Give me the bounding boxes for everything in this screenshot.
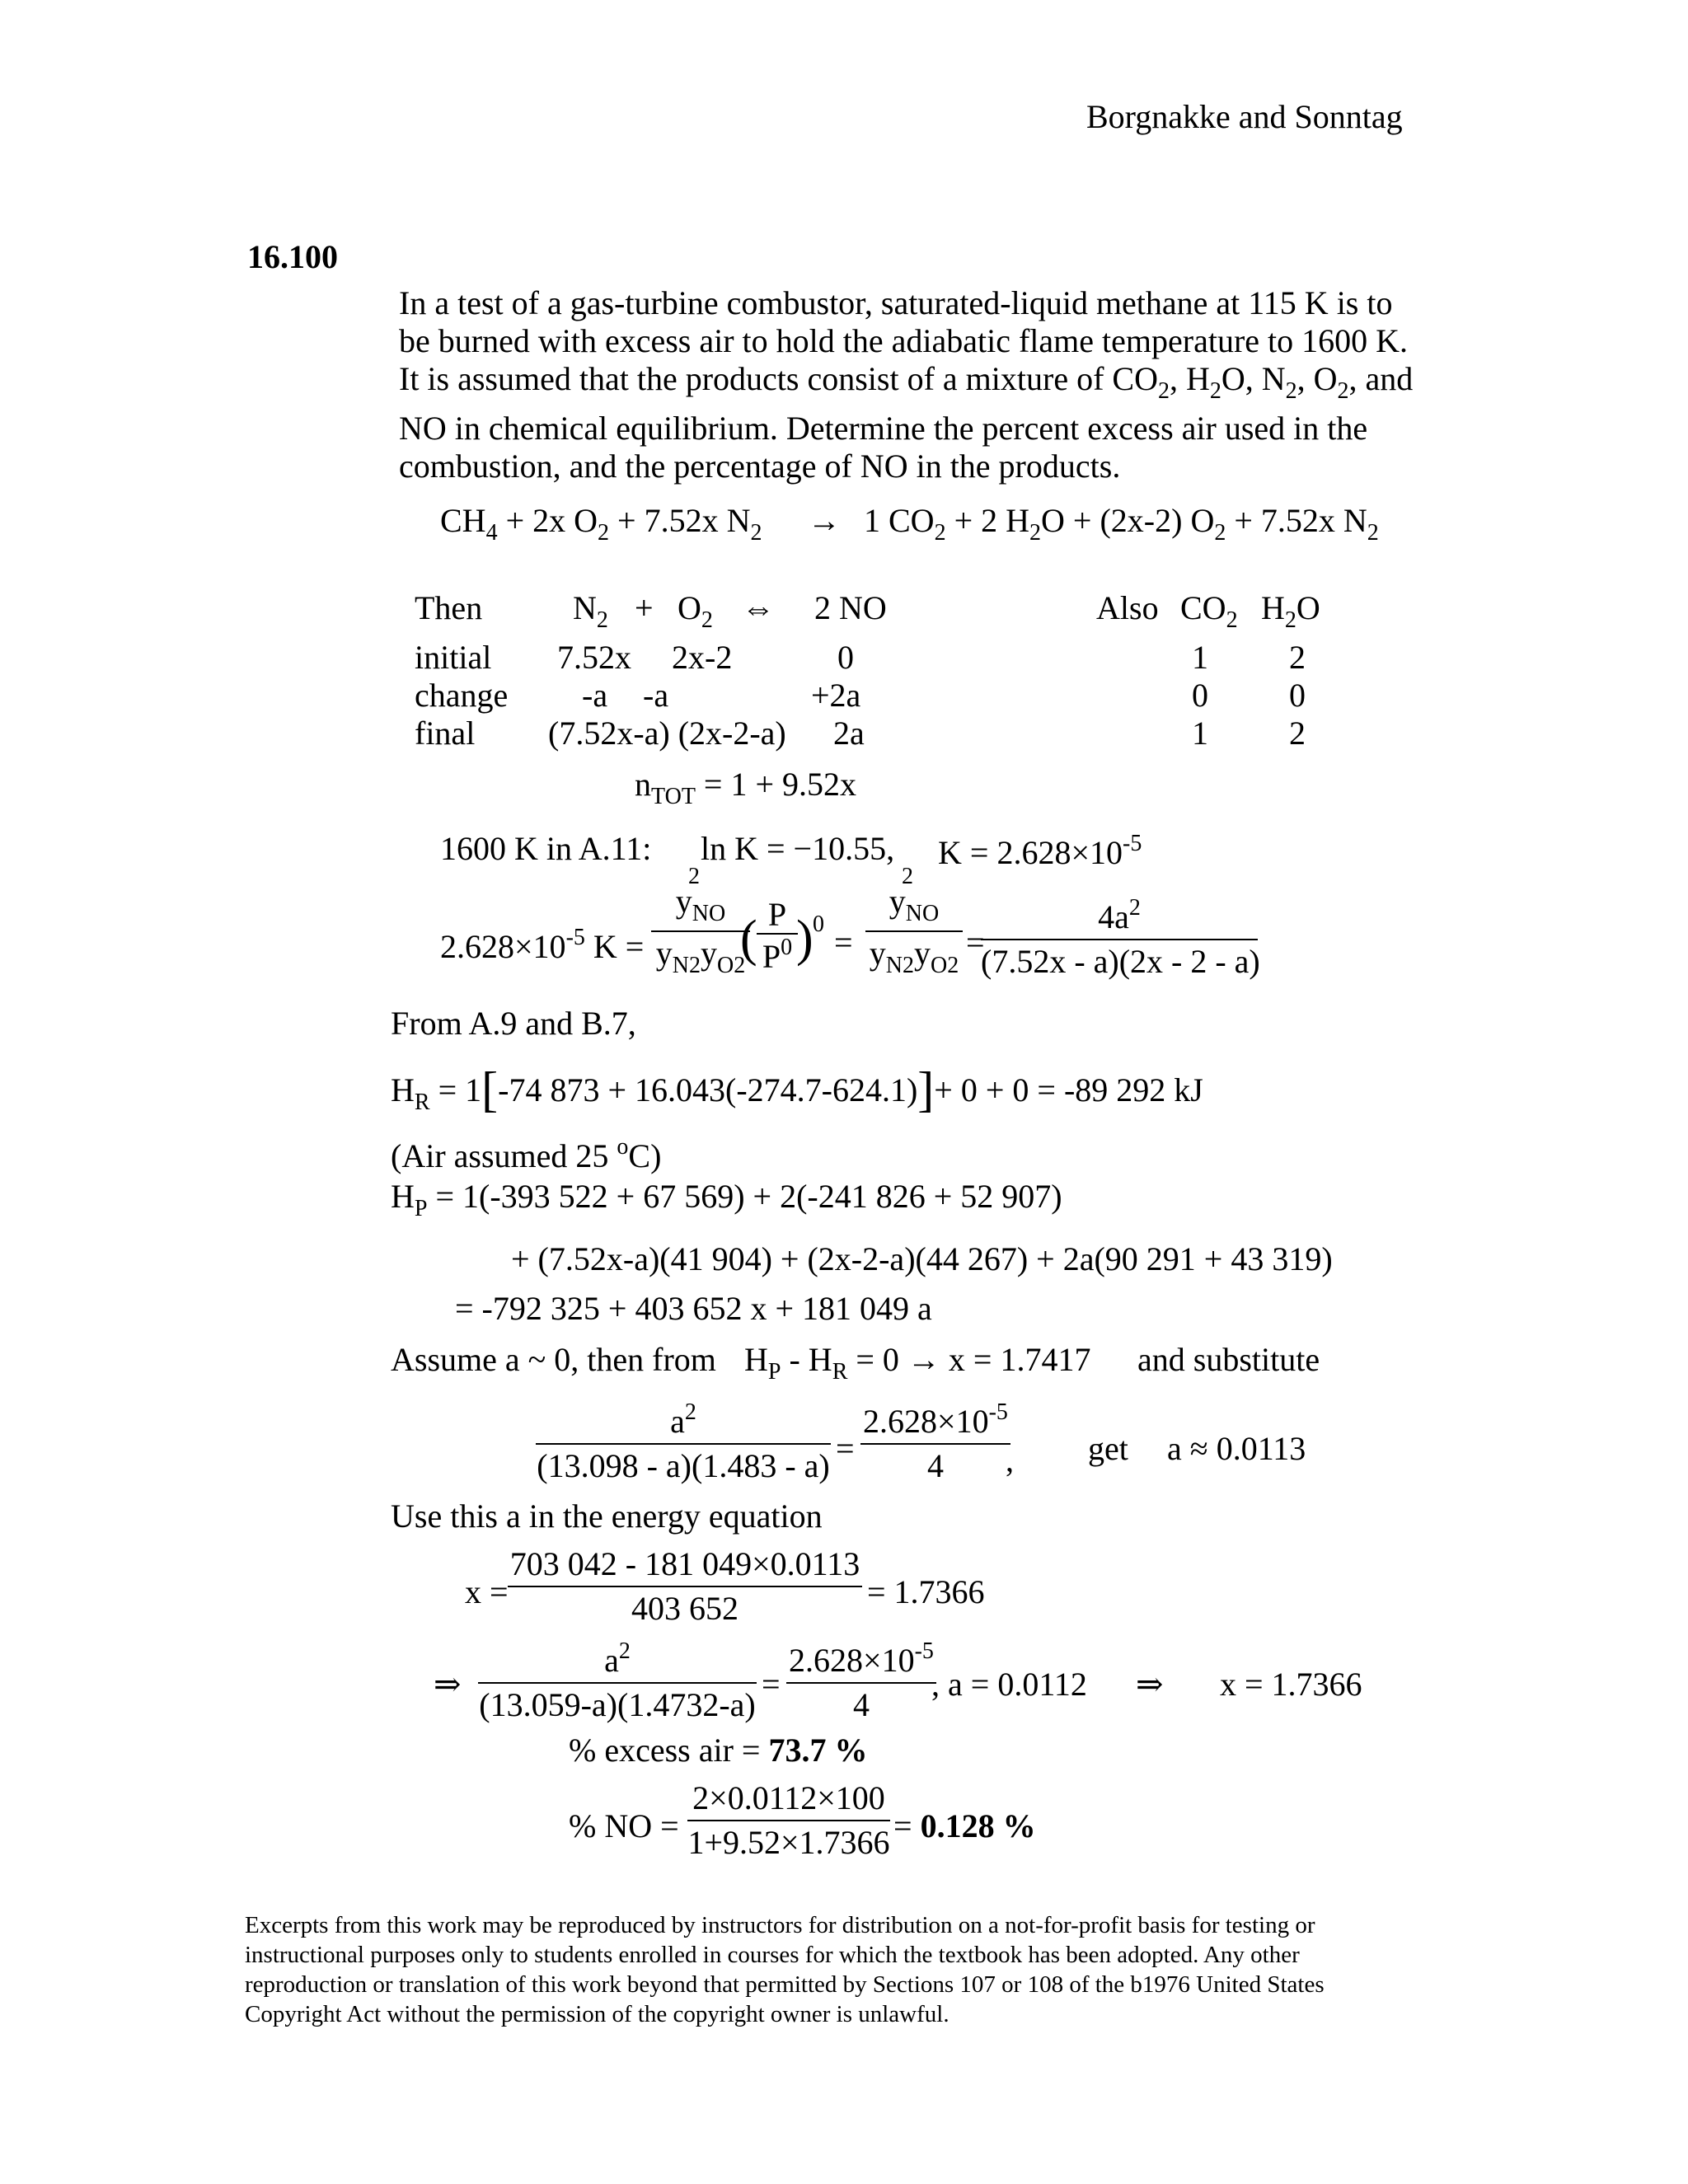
x-equals: x = xyxy=(465,1573,509,1610)
first-iteration-rhs: $2.628\times 10^{-5}$ 4 xyxy=(860,1401,1010,1483)
table-plus: + xyxy=(635,589,654,626)
excess-air-result: % excess air = 73.7 % xyxy=(569,1732,868,1769)
row-final-label: final xyxy=(415,715,476,752)
assume-line: Assume a ~ 0, then from xyxy=(391,1341,716,1378)
second-iteration-fraction: $a^2$ (13.059-a)(1.4732-a) xyxy=(479,1638,756,1723)
hp-line-1: $H_P = 1(-393$ 522 + 67 569) + 2(-241 826 + 52 907) xyxy=(391,1178,1062,1221)
paren-open: ( xyxy=(740,911,757,967)
row-initial-o2: 2x-2 xyxy=(672,639,733,676)
reaction-products: 1 $CO_2 + 2$ $H_2O + (2x-2) O_2 + 7.52x$ $N_2$ xyxy=(864,502,1379,546)
equals-3: = xyxy=(836,1430,855,1467)
row-initial-no: 0 xyxy=(837,639,854,676)
table-h2o: $H_2O$ xyxy=(1261,589,1320,633)
no-fraction: 2×0.0112×100 1+9.52×1.7366 xyxy=(687,1779,890,1861)
statement-line-5: combustion, and the percentage of NO in the products. xyxy=(399,448,1121,485)
header-authors: Borgnakke and Sonntag xyxy=(1086,98,1403,135)
table-2no: 2 NO xyxy=(814,589,887,626)
implies-1: ⇒ xyxy=(434,1666,462,1703)
equals-4: = xyxy=(762,1666,781,1703)
table-iff: ⇔ xyxy=(742,589,775,626)
row-initial-co2: 1 xyxy=(1192,639,1208,676)
row-change-n2: -a xyxy=(582,677,608,714)
statement-line-4: NO in chemical equilibrium. Determine the percent excess air used in the xyxy=(399,410,1368,447)
problem-number: 16.100 xyxy=(247,238,338,275)
mole-fraction-ratio-1: 2 $y_{NO}$ $y_{N2}y_{O2}$ xyxy=(651,885,750,977)
use-this-a: Use this a in the energy equation xyxy=(391,1497,823,1535)
paren-close: ) xyxy=(796,911,814,967)
enthalpy-source: From A.9 and B.7, xyxy=(391,1005,636,1042)
row-initial-n2: 7.52x xyxy=(557,639,631,676)
pressure-exponent: 0 xyxy=(813,912,824,937)
comma: , xyxy=(1006,1441,1014,1479)
hp-line-3: = -792 325 + 403 652 x + 181 049 a xyxy=(455,1290,932,1327)
table-co2: $CO_2$ xyxy=(1180,589,1238,633)
reaction-equation: $CH_4 + 2x$ $O_2 + 7.52x$ $N_2$ xyxy=(440,502,762,546)
table-o2: $O_2$ xyxy=(678,589,713,633)
no-label: % NO = xyxy=(569,1807,679,1844)
equilibrium-source: 1600 K in A.11: xyxy=(440,830,652,867)
energy-balance: $H_P - H_R = 0 \to x = 1.7417$ xyxy=(744,1341,1091,1385)
reaction-arrow: → xyxy=(808,502,841,539)
mole-fraction-ratio-2: 2 $y_{NO}$ $y_{N2}y_{O2}$ xyxy=(865,885,963,977)
k-equation-lhs: $2.628\times 10^{-5}$ K = xyxy=(440,925,645,965)
table-n2: $N_2$ xyxy=(573,589,608,633)
x-fraction: 703 042 - 181 049×0.0113 403 652 xyxy=(508,1548,862,1625)
row-final-n2-o2: (7.52x-a) (2x-2-a) xyxy=(548,715,786,752)
hr-equation: $H_R = 1[-74$ 873 + 16.043(-274.7-624.1)]+ 0 + 0 = -89 292 kJ xyxy=(391,1062,1203,1117)
hp-line-2: + (7.52x-a)(41 904) + (2x-2-a)(44 267) + 2a(90 291 + 43 319) xyxy=(511,1240,1333,1277)
first-iteration-fraction: $a^2$ (13.098 - a)(1.483 - a) xyxy=(537,1399,830,1484)
a-value: , a = 0.0112 xyxy=(931,1666,1087,1703)
table-then: Then xyxy=(415,589,483,626)
implies-2: ⇒ xyxy=(1136,1666,1164,1703)
row-change-o2: -a xyxy=(643,677,669,714)
statement-line-3: It is assumed that the products consist of a mixture of $CO_2$, $H_2O$, $N_2$, $O_2$, and xyxy=(399,360,1414,404)
statement-line-1: In a test of a gas-turbine combustor, saturated-liquid methane at 115 K is to xyxy=(399,284,1393,321)
row-final-h2o: 2 xyxy=(1289,715,1306,752)
equals-2: = xyxy=(966,924,985,961)
k-value: $K = 2.628\times 10^{-5}$ xyxy=(938,831,1142,871)
table-also: Also xyxy=(1096,589,1159,626)
equilibrium-rhs-fraction: $4a^2$ (7.52x - a)(2x - 2 - a) xyxy=(981,895,1260,980)
second-iteration-rhs: $2.628\times 10^{-5}$ 4 xyxy=(786,1640,936,1722)
row-change-label: change xyxy=(415,677,509,714)
statement-line-2: be burned with excess air to hold the adiabatic flame temperature to 1600 K. xyxy=(399,322,1409,359)
ln-k-value: ln K = −10.55, xyxy=(701,830,895,867)
row-change-co2: 0 xyxy=(1192,677,1208,714)
row-final-co2: 1 xyxy=(1192,715,1208,752)
row-change-h2o: 0 xyxy=(1289,677,1306,714)
row-final-no: 2a xyxy=(833,715,865,752)
x-final: x = 1.7366 xyxy=(1220,1666,1362,1703)
row-initial-h2o: 2 xyxy=(1289,639,1306,676)
get-label: get xyxy=(1088,1430,1128,1467)
and-substitute: and substitute xyxy=(1137,1341,1320,1378)
row-initial-label: initial xyxy=(415,639,492,676)
n-total: $n_{TOT} = 1 + 9.52x$ xyxy=(635,766,857,809)
a-approx: a ≈ 0.0113 xyxy=(1167,1430,1306,1467)
no-result: = 0.128 % xyxy=(893,1807,1036,1844)
pressure-ratio: P $P^0$ xyxy=(757,898,798,973)
row-change-no: +2a xyxy=(811,677,861,714)
x-value: = 1.7366 xyxy=(867,1573,985,1610)
copyright-footer: Excerpts from this work may be reproduced by instructors for distribution on a not-for-profit basis for testing or instructional purposes only to students enrolled in courses for which the textbook has been adopted. Any other reproduction or translation of this work beyond that permitted by Sections 107 or 108 of the b1976 United States Copyright Act without the permission of the copyright owner is unlawful. xyxy=(245,1912,1325,2027)
equals-1: = xyxy=(834,924,853,961)
air-assumption: (Air assumed 25 $^o$C) xyxy=(391,1134,662,1174)
